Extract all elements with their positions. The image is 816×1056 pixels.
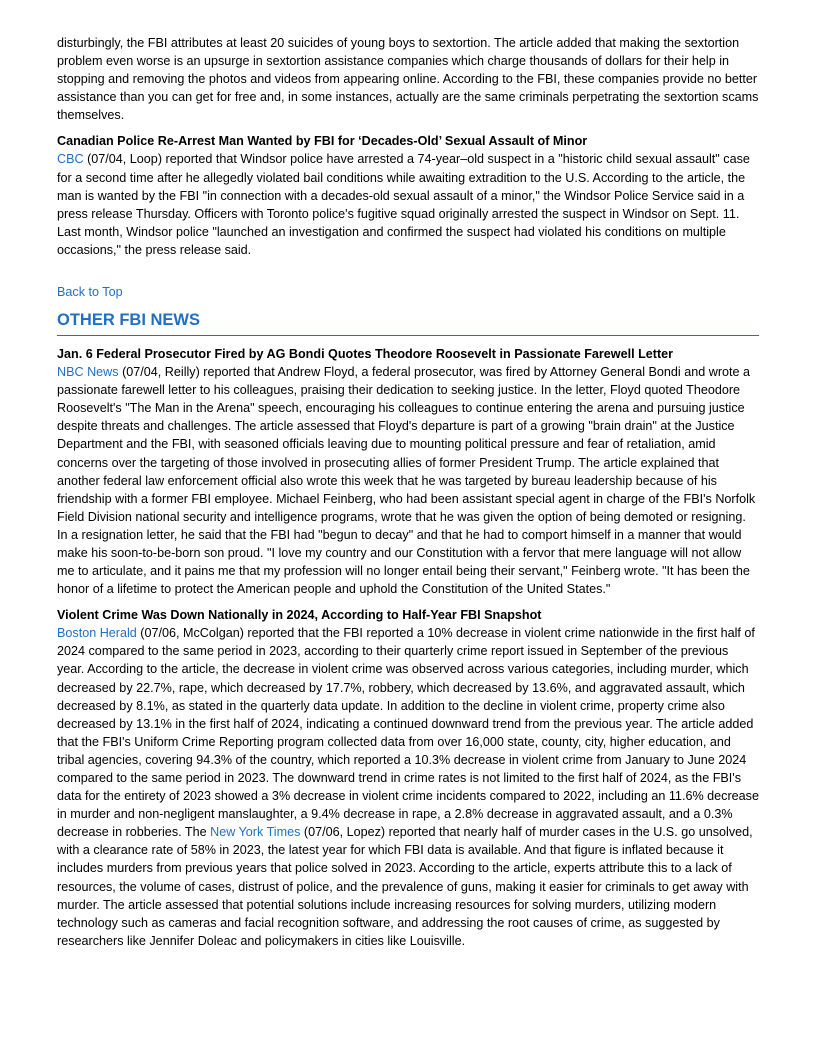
article-canadian-police <box>57 132 759 259</box>
source-link-nbc-news[interactable]: NBC News <box>57 365 119 380</box>
article-body-text-continued: (07/06, Lopez) reported that nearly half of murder cases in the U.S. go unsolved, with a clearance rate of 58% in 2023, the latest year for which FBI data is available. And that figure is inflated because it includes murders from previous years that police solved in 2023. According to the article, experts attribute this to a lack of resources, the volume of cases, distrust of police, and the prevalence of guns, making it easier for criminals to get away with murder. The article assessed that potential solutions include increasing resources for solving murders, utilizing modern technology such as cameras and facial recognition software, and addressing the root causes of crime, as suggested by researchers like Jennifer Doleac and policymakers in cities like Louisville. <box>57 825 753 948</box>
article-body-text: (07/06, McColgan) reported that the FBI reported a 10% decrease in violent crime nationwide in the first half of 2024 compared to the same period in 2023, according to their quarterly crime report issued in September of the previous year. According to the article, the decrease in violent crime was observed across various categories, including murder, which decreased by 22.7%, rape, which decreased by 17.7%, robbery, which decreased by 13.6%, and aggravated assault, which decreased by 8.1%, as stated in the quarterly data update. In addition to the decline in violent crime, property crime also decreased by 13.1% in the first half of 2024, indicating a continued downward trend from the previous year. The article added that the FBI's Uniform Crime Reporting program collected data from over 16,000 state, county, city, higher education, and tribal agencies, covering 94.3% of the country, which reported a 10.3% decrease in violent crime from January to June 2024 compared to the same period in 2023. The downward trend in crime rates is not limited to the first half of 2024, as the FBI's data for the entirety of 2023 showed a 3% decrease in violent crime incidents compared to 2022, including an 11.6% decrease in murder and non-negligent manslaughter, a 9.4% decrease in rape, a 2.8% decrease in aggravated assault, and a 0.3% decrease in robberies. The <box>57 626 759 840</box>
source-link-cbc[interactable]: CBC <box>57 152 84 167</box>
article-violent-crime <box>57 606 759 950</box>
article-body <box>57 624 759 950</box>
source-link-new-york-times[interactable]: New York Times <box>210 825 301 840</box>
section-title-other-fbi-news: OTHER FBI NEWS <box>57 309 759 336</box>
source-link-boston-herald[interactable]: Boston Herald <box>57 626 137 641</box>
article-headline: Jan. 6 Federal Prosecutor Fired by AG Bondi Quotes Theodore Roosevelt in Passionate Farewell Letter <box>57 347 674 362</box>
article-headline: Canadian Police Re-Arrest Man Wanted by FBI for ‘Decades-Old’ Sexual Assault of Minor <box>57 134 588 149</box>
article-body: disturbingly, the FBI attributes at least 20 suicides of young boys to sextortion. The article added that making the sextortion problem even worse is an upsurge in sextortion assistance companies which charge thousands of dollars for their help in stopping and removing the photos and videos from appearing online. According to the FBI, these companies provide no better assistance than you can get for free and, in some instances, actually are the same criminals perpetrating the sextortion scams themselves. <box>57 36 759 123</box>
article-jan6-prosecutor <box>57 345 759 598</box>
back-to-top-link[interactable]: Back to Top <box>57 285 123 300</box>
article-body <box>57 150 759 259</box>
article-headline: Violent Crime Was Down Nationally in 2024, According to Half-Year FBI Snapshot <box>57 608 542 623</box>
article-sextortion-continued <box>57 34 759 124</box>
article-body <box>57 363 759 598</box>
section-body <box>57 336 759 950</box>
article-body-text: (07/04, Reilly) reported that Andrew Floyd, a federal prosecutor, was fired by Attorney General Bondi and wrote a passionate farewell letter to his colleagues, praising their dedication to seeking justice. In the letter, Floyd quoted Theodore Roosevelt's "The Man in the Arena" speech, encouraging his colleagues to continue entering the arena and pursuing justice despite threats and challenges. The article assessed that Floyd's departure is part of a growing "brain drain" at the Justice Department and the FBI, with seasoned officials leaving due to mounting political pressure and fear of retaliation, amid concerns over the targeting of those involved in prosecuting allies of former President Trump. The article explained that another federal law enforcement official also wrote this week that he was targeted by bureau leadership because of his friendship with a former FBI employee. Michael Feinberg, who had been assistant special agent in charge of the FBI's Norfolk Field Division national security and intelligence programs, wrote that he was given the option of being demoted or resigning. In a resignation letter, he said that the FBI had "begun to decay" and that he had to comport himself in a manner that would make his soon-to-be-born son proud. "I love my country and our Constitution with a fervor that mere language will not allow me to articulate, and it pains me that my profession will no longer entail being their servant," Feinberg wrote. "It has been the honor of a lifetime to protect the American people and uphold the Constitution of the United States." <box>57 365 756 597</box>
article-body-text: (07/04, Loop) reported that Windsor police have arrested a 74-year–old suspect in a "historic child sexual assault" case for a second time after he allegedly violated bail conditions while awaiting extradition to the U.S. According to the article, the man is wanted by the FBI "in connection with a decades-old sexual assault of a minor," the Windsor Police Service said in a press release Thursday. Officers with Toronto police's fugitive squad originally arrested the suspect in Windsor on Sept. 11. Last month, Windsor police "launched an investigation and confirmed the suspect had violated his conditions on multiple occasions," the press release said. <box>57 152 750 257</box>
